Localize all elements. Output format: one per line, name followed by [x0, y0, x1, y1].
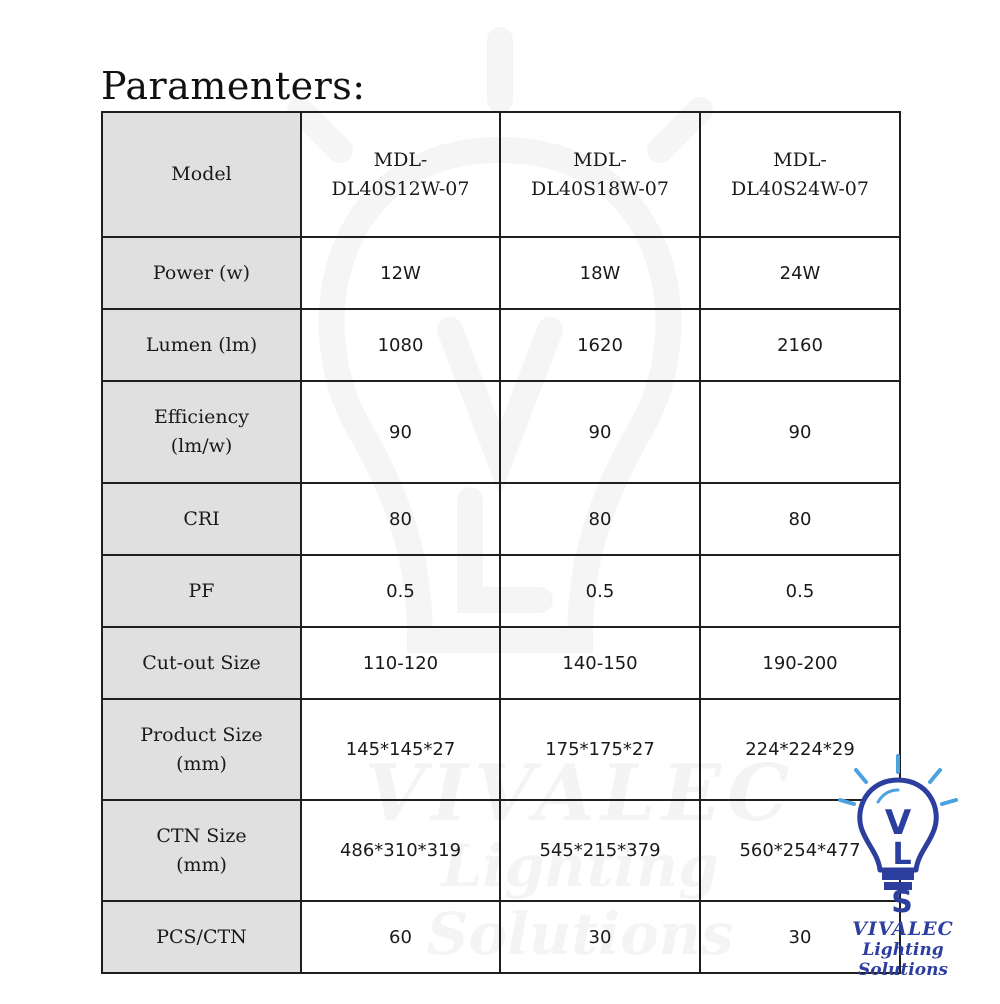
- model-code: DL40S18W-07: [531, 177, 669, 200]
- row-label-pcs-ctn: PCS/CTN: [102, 901, 301, 973]
- value-cell: 80: [301, 483, 500, 555]
- label-line: Product Size: [140, 723, 263, 746]
- row-label-cri: CRI: [102, 483, 301, 555]
- brand-logo: [818, 752, 988, 980]
- value-cell: 1080: [301, 309, 500, 381]
- label-line: CTN Size: [156, 824, 247, 847]
- table-row-lumen: [102, 309, 900, 381]
- row-label-power: Power (w): [102, 237, 301, 309]
- label-unit: (mm): [176, 752, 227, 775]
- value-cell: 145*145*27: [301, 699, 500, 800]
- model-prefix: MDL-: [373, 148, 428, 171]
- value-cell: 545*215*379: [500, 800, 700, 901]
- table-row-cutout-size: [102, 627, 900, 699]
- value-cell: 90: [301, 381, 500, 483]
- logo-letter-v: V: [884, 803, 912, 843]
- value-cell: 90: [700, 381, 900, 483]
- table-row-pcs-ctn: [102, 901, 900, 973]
- row-label-pf: PF: [102, 555, 301, 627]
- label-unit: (lm/w): [170, 435, 233, 457]
- row-label-model: Model: [102, 112, 301, 237]
- logo-brand-name: VIVALEC: [852, 918, 954, 940]
- value-cell: 60: [301, 901, 500, 973]
- value-cell: 190-200: [700, 627, 900, 699]
- label-unit: (mm): [176, 853, 227, 876]
- row-label-product-size: [102, 699, 301, 800]
- label-line: Efficiency: [153, 406, 250, 428]
- value-cell: 0.5: [700, 555, 900, 627]
- model-code: DL40S12W-07: [331, 177, 470, 200]
- model-cell: [301, 112, 500, 237]
- value-cell: 140-150: [500, 627, 700, 699]
- page-title: Paramenters:: [101, 64, 366, 108]
- model-prefix: MDL-: [773, 148, 827, 171]
- lightbulb-vls-icon: [818, 752, 988, 922]
- logo-letter-s: S: [891, 885, 913, 920]
- value-cell: 30: [700, 901, 900, 973]
- value-cell: 486*310*319: [301, 800, 500, 901]
- value-cell: 1620: [500, 309, 700, 381]
- row-label-lumen: Lumen (lm): [102, 309, 301, 381]
- value-cell: 90: [500, 381, 700, 483]
- value-cell: 80: [700, 483, 900, 555]
- model-prefix: MDL-: [573, 148, 627, 171]
- table-row-power: [102, 237, 900, 309]
- table-row-product-size: [102, 699, 900, 800]
- value-cell: 175*175*27: [500, 699, 700, 800]
- table-row-model: [102, 112, 900, 237]
- value-cell: 80: [500, 483, 700, 555]
- value-cell: 110-120: [301, 627, 500, 699]
- row-label-efficiency: [102, 381, 301, 483]
- value-cell: 18W: [500, 237, 700, 309]
- model-cell: [700, 112, 900, 237]
- logo-letter-l: L: [892, 837, 912, 872]
- value-cell: 30: [500, 901, 700, 973]
- value-cell: 224*224*29: [700, 699, 900, 800]
- model-code: DL40S24W-07: [731, 177, 869, 200]
- table-row-efficiency: [102, 381, 900, 483]
- value-cell: 0.5: [500, 555, 700, 627]
- table-row-cri: [102, 483, 900, 555]
- table-row-pf: [102, 555, 900, 627]
- table-row-ctn-size: [102, 800, 900, 901]
- model-cell: [500, 112, 700, 237]
- parameters-table: [101, 111, 901, 974]
- value-cell: 24W: [700, 237, 900, 309]
- value-cell: 12W: [301, 237, 500, 309]
- logo-tagline: Lighting Solutions: [857, 940, 948, 980]
- value-cell: 560*254*477: [700, 800, 900, 901]
- row-label-cutout-size: Cut-out Size: [102, 627, 301, 699]
- row-label-ctn-size: [102, 800, 301, 901]
- value-cell: 2160: [700, 309, 900, 381]
- value-cell: 0.5: [301, 555, 500, 627]
